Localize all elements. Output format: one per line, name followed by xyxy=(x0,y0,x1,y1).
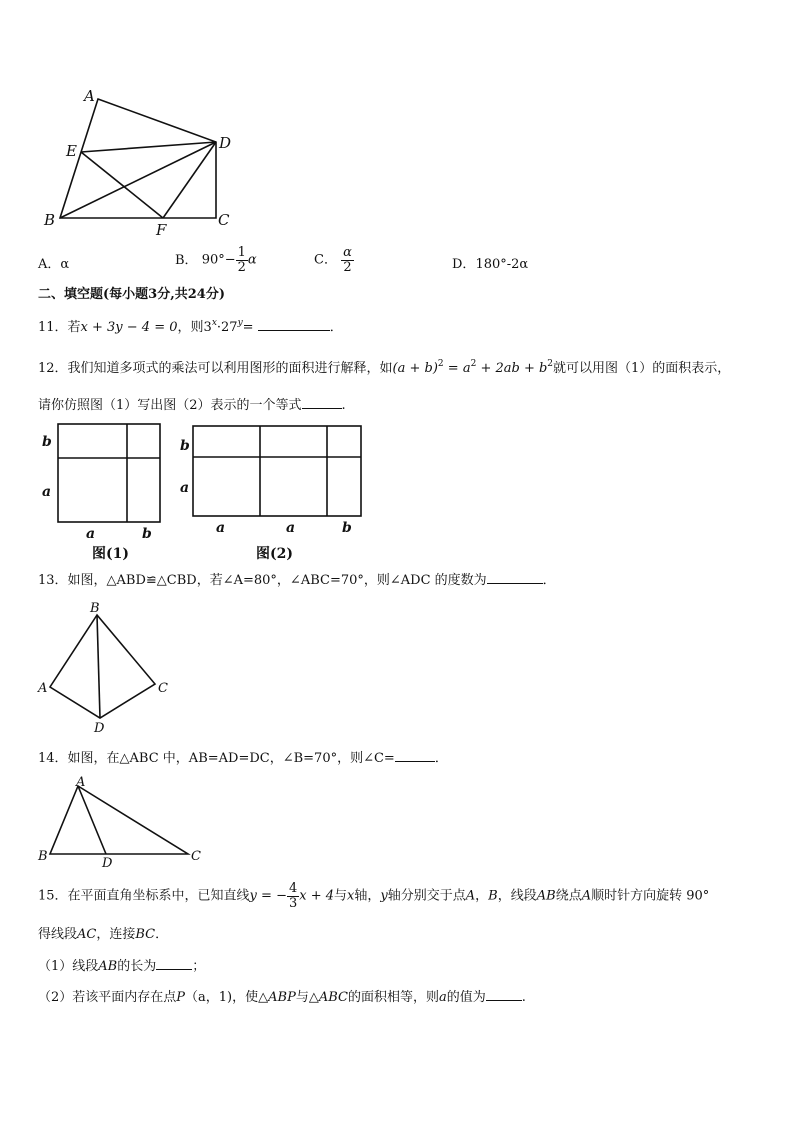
question-12-line2: 请你仿照图（1）写出图（2）表示的一个等式 . xyxy=(38,398,346,413)
kite-outline xyxy=(50,615,155,718)
question-15-part2: （2）若该平面内存在点P（a，1)，使△ABP与△ABC的面积相等，则a的值为 . xyxy=(38,990,526,1005)
question-15-part1: （1）线段AB的长为 ； xyxy=(38,959,206,974)
fig1-bottom-b: b xyxy=(142,526,152,542)
answer-blank-15-1[interactable] xyxy=(156,957,192,970)
fig1-side-b: b xyxy=(42,434,52,450)
option-A: A．α xyxy=(38,257,70,272)
option-D: D．180°-2α xyxy=(452,257,529,272)
tri-label-B: B xyxy=(38,849,48,864)
label-A: A xyxy=(84,87,95,105)
kite-diagonal-BD xyxy=(97,615,100,718)
triangle-ABC xyxy=(50,786,188,854)
kite-figure xyxy=(34,598,174,738)
question-13: 13．如图，△ABD≌△CBD，若∠A=80°，∠ABC=70°，则∠ADC 的度数为 ． xyxy=(38,573,556,588)
fig1-caption: 图(1) xyxy=(92,546,129,562)
fig1-side-a: a xyxy=(42,484,52,500)
quadrilateral-figure xyxy=(36,82,246,242)
triangle-figure xyxy=(34,776,214,871)
option-C: C． $\frac{\alpha}{2}$ xyxy=(314,245,352,275)
tri-label-A: A xyxy=(76,776,86,790)
question-14: 14．如图，在△ABC 中，AB=AD=DC，∠B=70°，则∠C= ． xyxy=(38,751,448,766)
fig2-side-a: a xyxy=(180,480,190,496)
tri-label-D: D xyxy=(102,856,113,871)
seg-ED xyxy=(81,142,216,152)
answer-blank-14[interactable] xyxy=(395,749,435,762)
figure-1 xyxy=(36,420,171,565)
fig2-bottom-b: b xyxy=(342,520,352,536)
figure-2 xyxy=(174,420,374,565)
kite-label-C: C xyxy=(158,681,168,696)
kite-label-A: A xyxy=(38,681,48,696)
seg-AD xyxy=(78,786,106,854)
fig2-side-b: b xyxy=(180,438,190,454)
question-15-line2: 得线段AC，连接BC． xyxy=(38,927,169,942)
label-E: E xyxy=(66,142,77,160)
question-15-line1: 15．在平面直角坐标系中，已知直线y = − $\frac{4}{3}$ x + 4与x轴，y轴分别交于点A，B，线段AB绕点A顺时针方向旋转 90° xyxy=(38,881,710,911)
label-B: B xyxy=(44,211,56,229)
answer-blank-15-2[interactable] xyxy=(486,988,522,1001)
tri-label-C: C xyxy=(191,849,201,864)
seg-FD xyxy=(163,142,216,218)
fig2-caption: 图(2) xyxy=(256,546,293,562)
option-B: B． 90°− $\frac{1}{2}$ α xyxy=(175,245,257,275)
seg-EF xyxy=(81,152,163,218)
kite-label-D: D xyxy=(94,721,105,736)
answer-blank-11[interactable] xyxy=(258,318,330,331)
section-heading: 二、填空题(每小题3分,共24分) xyxy=(38,287,225,302)
label-F: F xyxy=(156,221,167,239)
question-11: 11．若x + 3y − 4 = 0，则$3^x\cdot 27^y=$ ． xyxy=(38,318,343,335)
question-12-line1: 12．我们知道多项式的乘法可以利用图形的面积进行解释，如$(a + b)^2 = a^2 + 2ab + b^2$就可以用图（1）的面积表示， xyxy=(38,359,731,376)
answer-blank-12[interactable] xyxy=(302,396,342,409)
answer-blank-13[interactable] xyxy=(487,571,543,584)
quad-outline xyxy=(60,99,216,218)
fig1-square xyxy=(58,424,160,522)
fig1-bottom-a: a xyxy=(86,526,96,542)
label-D: D xyxy=(219,134,232,152)
label-C: C xyxy=(218,211,230,229)
fig2-rect xyxy=(193,426,361,516)
kite-label-B: B xyxy=(90,601,100,616)
fig2-bottom-a1: a xyxy=(216,520,226,536)
fig2-bottom-a2: a xyxy=(286,520,296,536)
